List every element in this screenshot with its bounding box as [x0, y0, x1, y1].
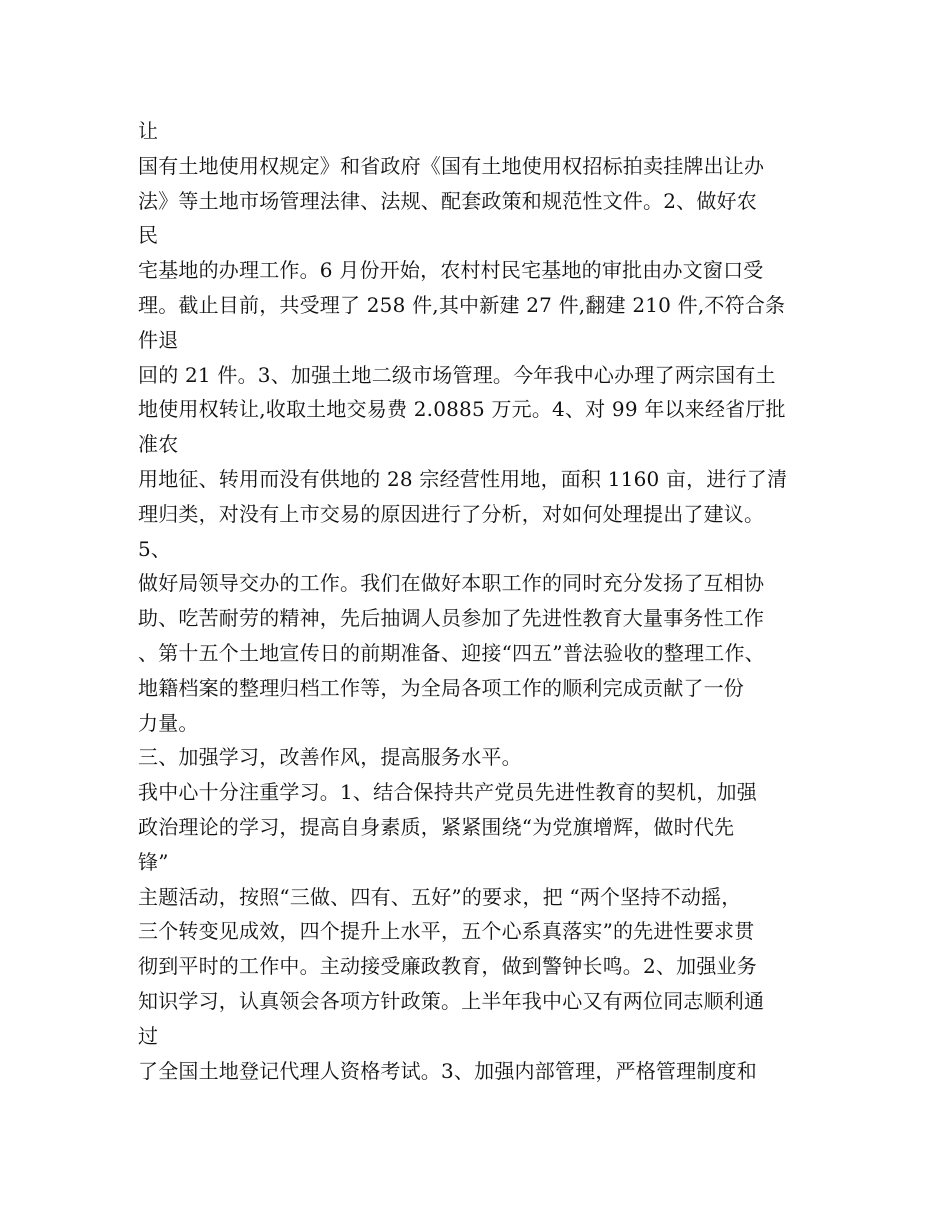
text-line: 彻到平时的工作中。主动接受廉政教育，做到警钟长鸣。2、加强业务 — [138, 954, 757, 979]
text-line: 我中心十分注重学习。1、结合保持共产党员先进性教育的契机，加强 — [138, 780, 757, 805]
text-line: 力量。 — [138, 710, 199, 735]
text-line: 回的 21 件。3、加强土地二级市场管理。今年我中心办理了两宗国有土 — [138, 362, 776, 387]
text-line: 国有土地使用权规定》和省政府《国有土地使用权招标拍卖挂牌出让办 — [138, 153, 765, 178]
text-line: 让 — [138, 119, 159, 143]
text-line: 准农 — [138, 432, 179, 457]
text-line: 5、 — [138, 536, 172, 561]
document-body — [138, 114, 838, 1088]
text-line: 知识学习，认真领会各项方针政策。上半年我中心又有两位同志顺利通 — [138, 988, 765, 1013]
text-line: 政治理论的学习，提高自身素质，紧紧围绕“为党旗增辉，做时代先 — [138, 814, 735, 839]
text-line: 三个转变见成效，四个提升上水平，五个心系真落实”的先进性要求贯 — [138, 919, 755, 944]
text-line: 宅基地的办理工作。6 月份开始，农村村民宅基地的审批由办文窗口受 — [138, 258, 764, 283]
text-line: 地使用权转让,收取土地交易费 2.0885 万元。4、对 99 年以来经省厅批 — [138, 397, 786, 422]
text-line: 锋” — [138, 849, 169, 874]
text-line: 地籍档案的整理归档工作等，为全局各项工作的顺利完成贡献了一份 — [138, 675, 744, 700]
text-line: 做好局领导交办的工作。我们在做好本职工作的同时充分发扬了互相协 — [138, 571, 765, 596]
text-line: 法》等土地市场管理法律、法规、配套政策和规范性文件。2、做好农 — [138, 188, 757, 213]
text-line: 理。截止目前，共受理了 258 件,其中新建 27 件,翻建 210 件,不符合条 — [138, 292, 786, 317]
text-line: 助、吃苦耐劳的精神，先后抽调人员参加了先进性教育大量事务性工作 — [138, 606, 765, 631]
text-line: 理归类，对没有上市交易的原因进行了分析，对如何处理提出了建议。 — [138, 501, 765, 526]
text-line: 件退 — [138, 327, 179, 352]
section-heading: 三、加强学习，改善作风，提高服务水平。 — [138, 745, 522, 770]
text-line: 用地征、转用而没有供地的 28 宗经营性用地，面积 1160 亩，进行了清 — [138, 466, 788, 491]
text-line: 了全国土地登记代理人资格考试。3、加强内部管理，严格管理制度和 — [138, 1058, 757, 1083]
text-line: 主题活动，按照“三做、四有、五好”的要求，把 “两个坚持不动摇， — [138, 884, 742, 909]
text-line: 民 — [138, 223, 159, 248]
text-line: 、第十五个土地宣传日的前期准备、迎接“四五”普法验收的整理工作、 — [138, 640, 765, 665]
text-line: 过 — [138, 1023, 159, 1048]
